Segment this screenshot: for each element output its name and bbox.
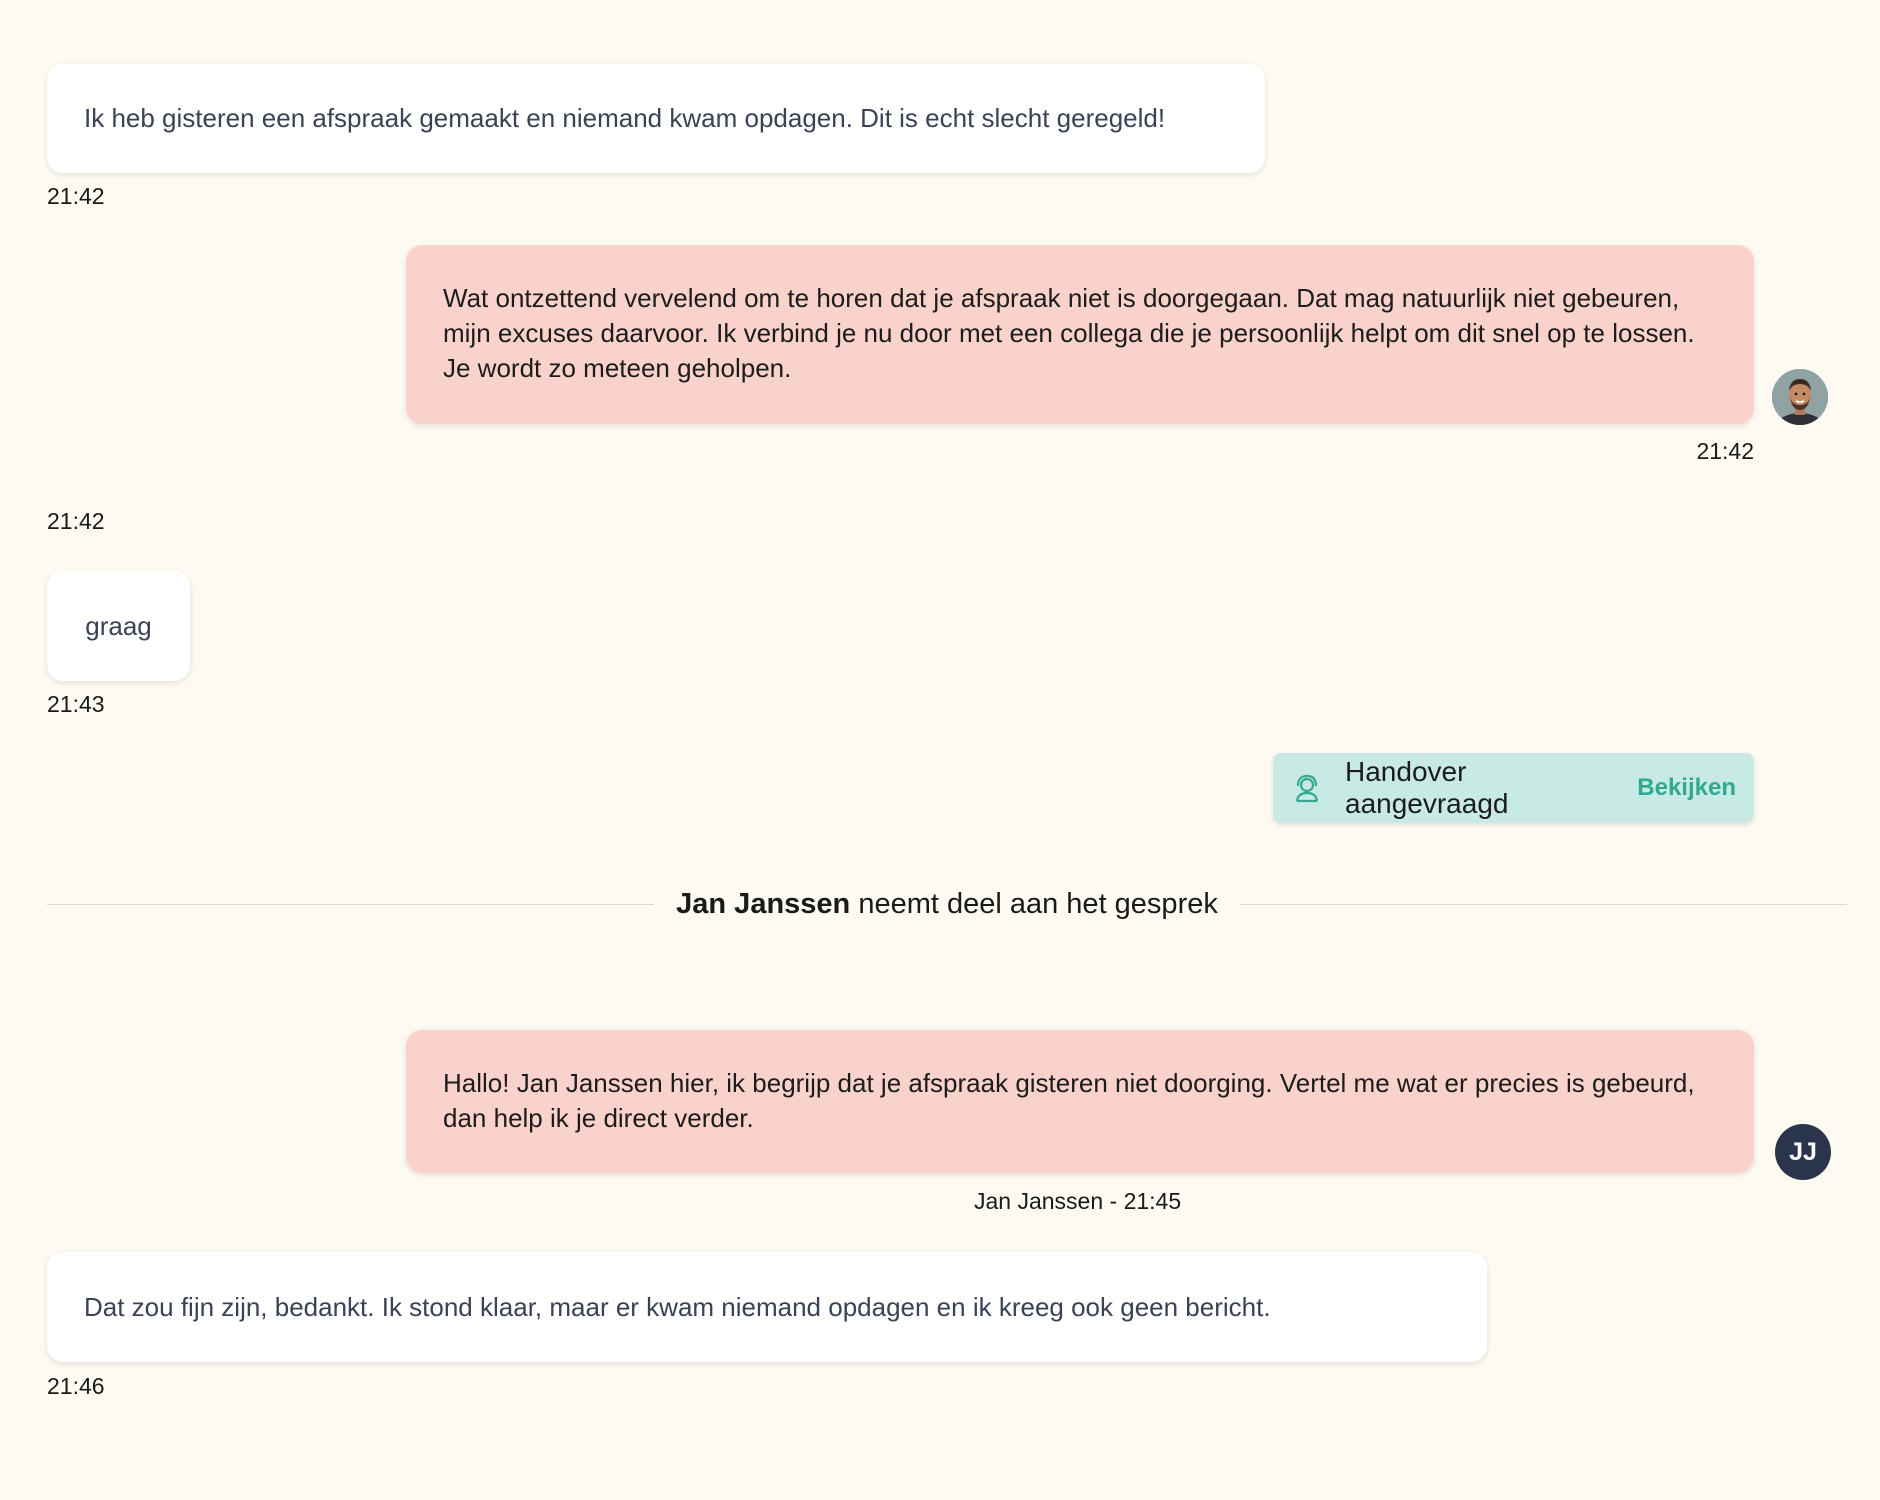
agent-headset-icon [1291, 772, 1323, 804]
agent-photo-icon [1772, 369, 1828, 425]
message-timestamp: 21:43 [47, 691, 105, 717]
message-text: Wat ontzettend vervelend om te horen dat je afspraak niet is doorgegaan. Dat mag natuurlijk niet gebeuren, mijn excuses daarvoor. Ik verbind je nu door met een collega die je persoonlijk helpt om dit snel op te lossen. Je wordt zo meteen geholpen. [443, 283, 1695, 383]
join-notice [654, 888, 1240, 921]
divider-line [1240, 904, 1847, 905]
handover-label: Handover aangevraagd [1345, 756, 1509, 819]
message-timestamp: Jan Janssen - 21:45 [974, 1188, 1182, 1214]
join-name: Jan Janssen [676, 887, 851, 920]
join-divider [47, 884, 1847, 924]
join-text: neemt deel aan het gesprek [850, 887, 1218, 920]
agent-avatar: JJ [1775, 1124, 1831, 1180]
message-timestamp: 21:42 [1696, 438, 1754, 464]
user-message [47, 1252, 1487, 1362]
agent-avatar [1772, 369, 1828, 425]
message-timestamp: 21:42 [47, 508, 105, 534]
user-message [47, 64, 1265, 173]
message-text: Ik heb gisteren een afspraak gemaakt en niemand kwam opdagen. Dit is echt slecht geregeld! [84, 103, 1166, 133]
message-text: Dat zou fijn zijn, bedankt. Ik stond klaar, maar er kwam niemand opdagen en ik kreeg ook geen bericht. [84, 1291, 1271, 1322]
divider-line [47, 904, 654, 905]
agent-message [406, 245, 1754, 424]
user-message [47, 571, 190, 681]
message-timestamp: 21:42 [47, 183, 105, 209]
message-timestamp: 21:46 [47, 1373, 105, 1399]
message-text: graag [85, 610, 152, 641]
view-handover-link[interactable]: Bekijken [1637, 774, 1736, 801]
handover-notice [1273, 753, 1754, 823]
agent-message [406, 1030, 1754, 1173]
message-text: Hallo! Jan Janssen hier, ik begrijp dat je afspraak gisteren niet doorging. Vertel me wat er precies is gebeurd, dan help ik je direct verder. [443, 1068, 1695, 1133]
